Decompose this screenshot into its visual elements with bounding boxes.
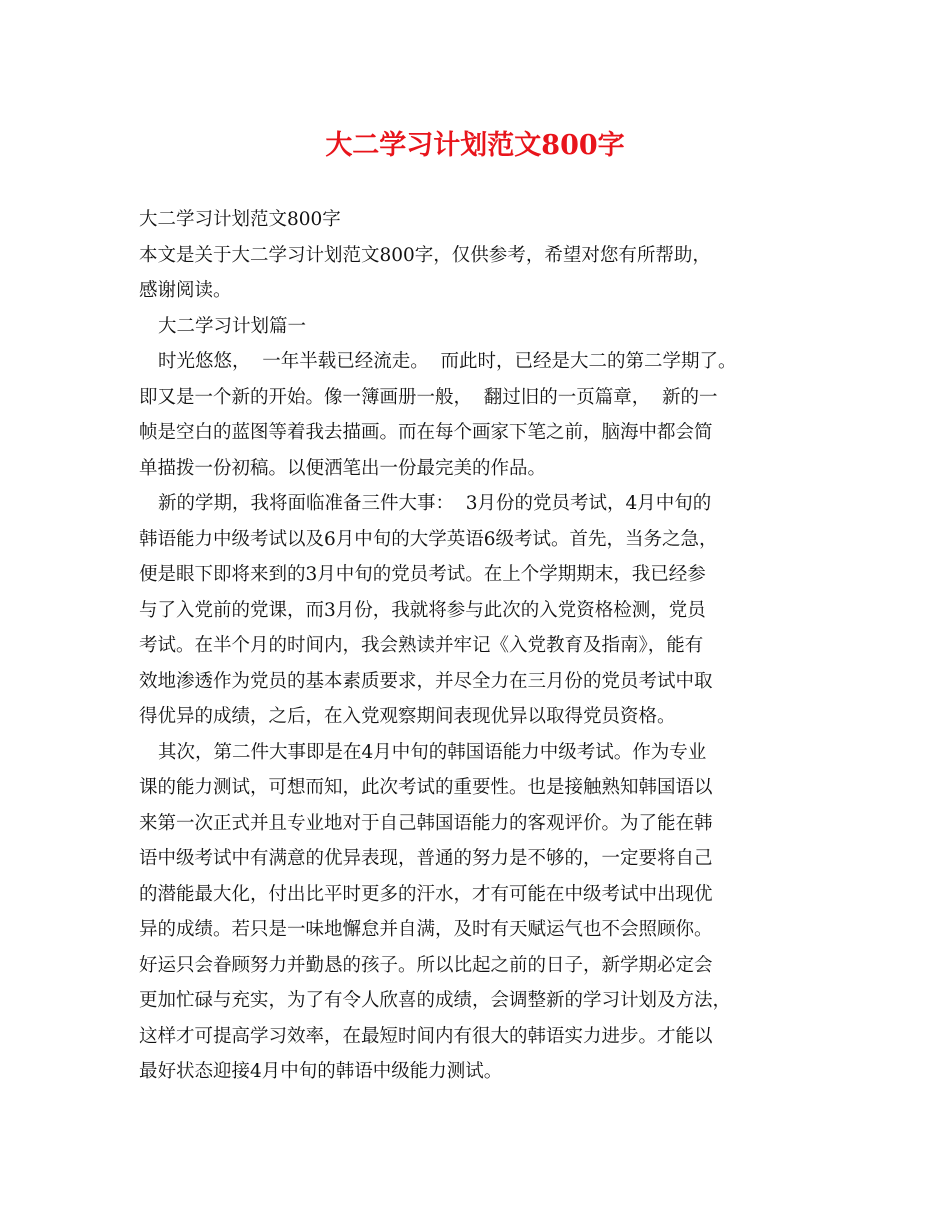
- text-line: 好运只会眷顾努力并勤恳的孩子。所以比起之前的日子，新学期必定会: [139, 954, 713, 976]
- text-line: 便是眼下即将来到的3月中旬的党员考试。在上个学期期末，我已经参: [139, 564, 706, 585]
- text-line: 即又是一个新的开始。像一簿画册一般， 翻过旧的一页篇章， 新的一: [139, 386, 718, 408]
- text-line: 时光悠悠， 一年半载已经流走。 而此时，已经是大二的第二学期了。: [158, 351, 737, 372]
- text-line: 单描拨一份初稿。以便洒笔出一份最完美的作品。: [139, 457, 547, 479]
- text-line: 这样才可提高学习效率，在最短时间内有很大的韩语实力进步。才能以: [139, 1025, 713, 1047]
- text-line: 与了入党前的党课，而3月份，我就将参与此次的入党资格检测，党员: [139, 599, 706, 621]
- text-line: 新的学期，我将面临准备三件大事： 3月份的党员考试，4月中旬的: [158, 493, 712, 514]
- text-line: 最好状态迎接4月中旬的韩语中级能力测试。: [139, 1061, 503, 1082]
- text-line: 其次，第二件大事即是在4月中旬的韩国语能力中级考试。作为专业: [158, 741, 707, 763]
- text-line: 韩语能力中级考试以及6月中旬的大学英语6级考试。首先，当务之急，: [139, 528, 718, 550]
- text-line: 来第一次正式并且专业地对于自己韩国语能力的客观评价。为了能在韩: [139, 812, 713, 834]
- text-line: 课的能力测试，可想而知，此次考试的重要性。也是接触熟知韩国语以: [139, 777, 713, 798]
- text-line: 考试。在半个月的时间内，我会熟读并牢记《入党教育及指南》，能有: [139, 635, 704, 656]
- text-line: 得优异的成绩，之后，在入党观察期间表现优异以取得党员资格。: [139, 706, 676, 727]
- text-line: 异的成绩。若只是一味地懈怠并自满，及时有天赋运气也不会照顾你。: [139, 919, 713, 940]
- text-line: 本文是关于大二学习计划范文800字，仅供参考，希望对您有所帮助，: [139, 244, 711, 266]
- document-title: 大二学习计划范文800字: [325, 130, 625, 161]
- text-line: 感谢阅读。: [139, 280, 232, 301]
- text-line: 语中级考试中有满意的优异表现，普通的努力是不够的，一定要将自己: [139, 848, 713, 869]
- text-line: 效地渗透作为党员的基本素质要求，并尽全力在三月份的党员考试中取: [139, 670, 713, 692]
- text-line: 的潜能最大化，付出比平时更多的汗水，才有可能在中级考试中出现优: [139, 883, 713, 905]
- document-body: [139, 202, 819, 1090]
- text-line: 更加忙碌与充实，为了有令人欣喜的成绩，会调整新的学习计划及方法，: [139, 990, 732, 1011]
- text-line: 帧是空白的蓝图等着我去描画。而在每个画家下笔之前，脑海中都会简: [139, 422, 713, 443]
- text-line: 大二学习计划范文800字: [139, 209, 341, 230]
- text-line: 大二学习计划篇一: [158, 315, 307, 337]
